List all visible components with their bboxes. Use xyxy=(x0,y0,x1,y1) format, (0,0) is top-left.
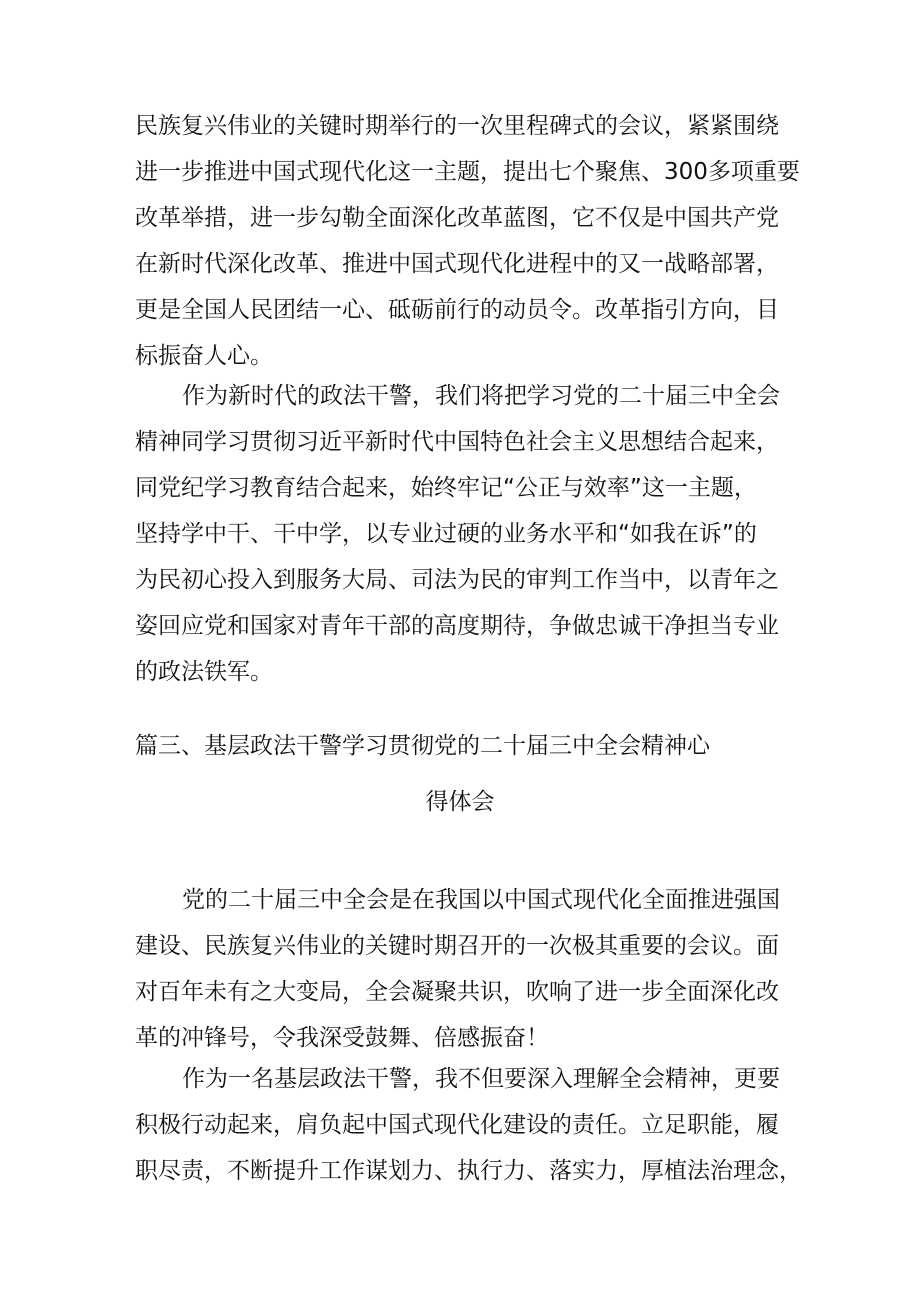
text-line: 姿回应党和国家对青年干部的高度期待，争做忠诚干净担当专业 xyxy=(135,613,779,639)
text-line: 在新时代深化改革、推进中国式现代化进程中的又一战略部署， xyxy=(135,251,779,277)
text-line: 为民初心投入到服务大局、司法为民的审判工作当中，以青年之 xyxy=(135,567,779,593)
text-line: 建设、民族复兴伟业的关键时期召开的一次极其重要的会议。面 xyxy=(135,933,779,959)
text-line: 精神同学习贯彻习近平新时代中国特色社会主义思想结合起来， xyxy=(135,429,779,455)
section-heading-line-2: 得体会 xyxy=(425,789,495,815)
text-line: 革的冲锋号，令我深受鼓舞、倍感振奋！ xyxy=(135,1025,549,1051)
text-line: 的政法铁军。 xyxy=(135,659,273,685)
text-line: 作为一名基层政法干警，我不但要深入理解全会精神，更要 xyxy=(182,1066,780,1092)
text-line: 对百年未有之大变局，全会凝聚共识，吹响了进一步全面深化改 xyxy=(135,979,779,1005)
text-line: 作为新时代的政法干警，我们将把学习党的二十届三中全会 xyxy=(182,383,780,409)
text-line: 民族复兴伟业的关键时期举行的一次里程碑式的会议，紧紧围绕 xyxy=(135,113,779,139)
text-line: 积极行动起来，肩负起中国式现代化建设的责任。立足职能，履 xyxy=(135,1112,779,1138)
text-line: 改革举措，进一步勾勒全面深化改革蓝图，它不仅是中国共产党 xyxy=(135,205,779,231)
text-line: 更是全国人民团结一心、砥砺前行的动员令。改革指引方向，目 xyxy=(135,297,779,323)
text-line: 职尽责，不断提升工作谋划力、执行力、落实力，厚植法治理念， xyxy=(135,1158,802,1184)
text-line: 党的二十届三中全会是在我国以中国式现代化全面推进强国 xyxy=(182,887,780,913)
text-line: 标振奋人心。 xyxy=(135,343,273,369)
section-heading-line-1: 篇三、基层政法干警学习贯彻党的二十届三中全会精神心 xyxy=(135,733,710,759)
text-line: 坚持学中干、干中学，以专业过硬的业务水平和“如我在诉”的 xyxy=(135,521,757,547)
text-line: 进一步推进中国式现代化这一主题，提出七个聚焦、300多项重要 xyxy=(135,159,800,185)
text-line: 同党纪学习教育结合起来，始终牢记“公正与效率”这一主题， xyxy=(135,475,757,501)
